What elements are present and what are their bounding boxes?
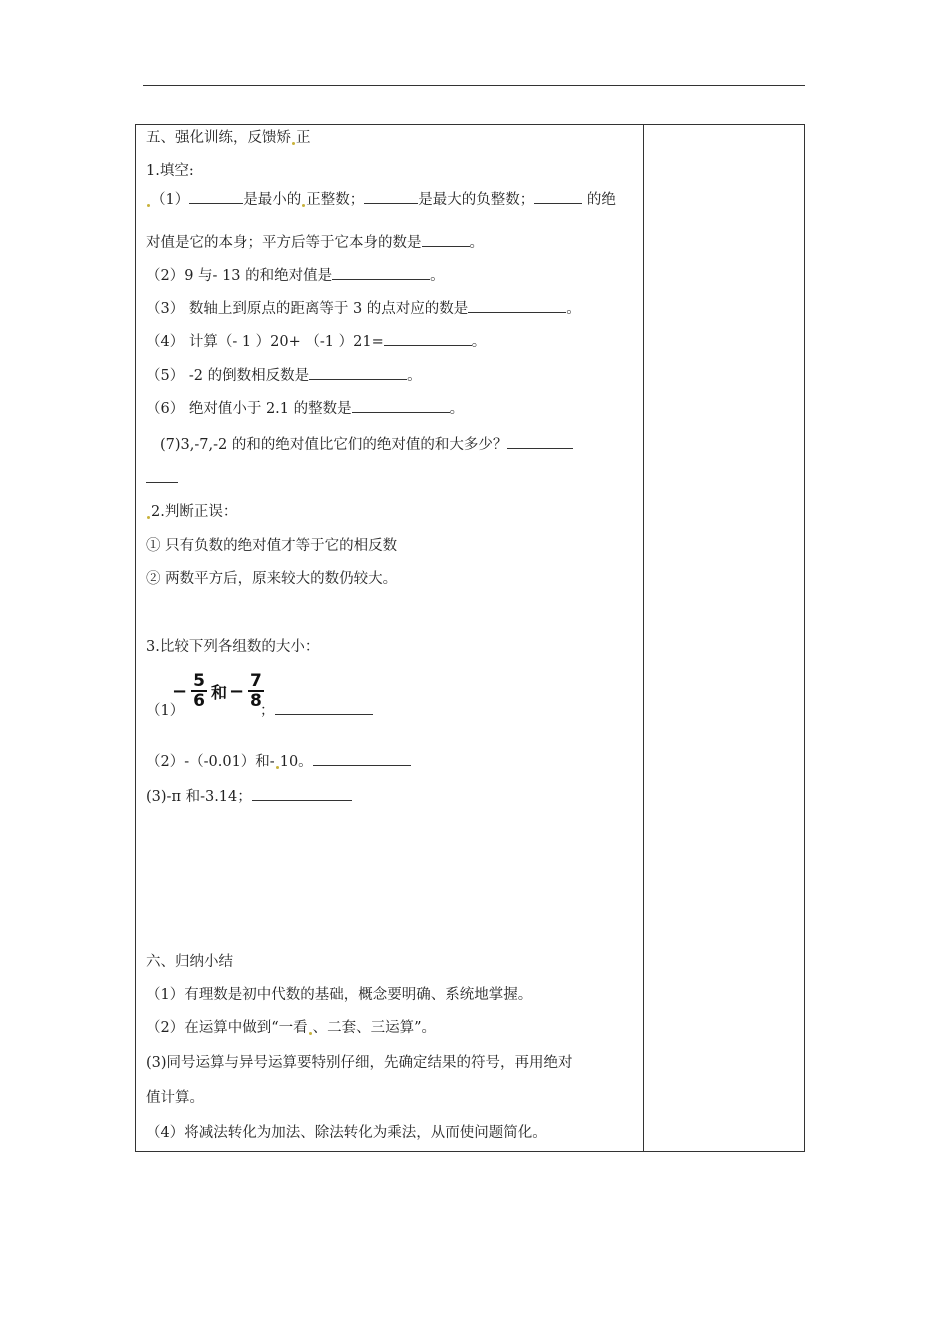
mark-dot (276, 766, 279, 769)
answer-blank[interactable] (507, 436, 573, 449)
header-rule (143, 85, 805, 86)
summary-item-4: （4）将减法转化为加法、除法转化为乘法，从而使问题简化。 (146, 1125, 547, 1141)
q2-title: 2.判断正误： (146, 503, 237, 521)
q1-item-7-cont (146, 470, 178, 488)
q1-item-5: （5） -2 的倒数相反数是 。 (146, 368, 422, 384)
q1-item-2: （2）9 与- 13 的和绝对值是 。 (146, 268, 445, 284)
summary-item-2: （2）在运算中做到“一看 、二套、三运算”。 (146, 1020, 437, 1036)
q3-item-1-expression (172, 668, 266, 714)
table-column-divider (643, 124, 644, 1152)
mark-dot (309, 1032, 312, 1035)
q1-item-7: (7)3,-7,-2 的和的绝对值比它们的绝对值的和大多少？ (160, 436, 573, 454)
q3-title: 3.比较下列各组数的大小： (146, 639, 320, 655)
q3-item-1-label: （1） (146, 703, 185, 719)
fraction-denominator: 8 (250, 691, 262, 711)
q2-item-1: ① 只有负数的绝对值才等于它的相反数 (146, 538, 398, 554)
answer-blank[interactable] (352, 400, 450, 413)
section5-title: 五、强化训练，反馈矫 正 (146, 130, 311, 146)
and-word: 和 (210, 682, 227, 702)
answer-blank[interactable] (189, 191, 243, 204)
fraction-5-6 (191, 672, 207, 710)
answer-blank[interactable] (146, 470, 178, 483)
answer-blank[interactable] (332, 267, 430, 280)
answer-blank[interactable] (252, 788, 352, 801)
section6-title: 六、归纳小结 (146, 954, 233, 970)
answer-blank[interactable] (313, 753, 411, 766)
fraction-numerator: 7 (250, 671, 262, 691)
answer-blank[interactable] (364, 191, 418, 204)
q1-title: 1.填空: (146, 163, 194, 179)
mark-dot (147, 516, 150, 519)
q2-item-2: ② 两数平方后，原来较大的数仍较大。 (146, 571, 398, 587)
minus-sign: − (228, 680, 245, 702)
answer-blank[interactable] (422, 234, 470, 247)
fraction-denominator: 6 (193, 691, 205, 711)
mark-dot (302, 204, 305, 207)
q3-item-1-tail: ； (260, 702, 373, 720)
summary-item-3-line2: 值计算。 (146, 1090, 204, 1106)
q1-item-6: （6） 绝对值小于 2.1 的整数是 。 (146, 401, 465, 417)
mark-dot (147, 204, 150, 207)
q1-item-1-line2: 对值是它的本身；平方后等于它本身的数是 。 (146, 235, 484, 251)
answer-blank[interactable] (309, 367, 407, 380)
answer-blank[interactable] (275, 702, 373, 715)
q1-item-3: （3） 数轴上到原点的距离等于 3 的点对应的数是 。 (146, 301, 581, 317)
summary-item-3-line1: (3)同号运算与异号运算要特别仔细，先确定结果的符号，再用绝对 (146, 1055, 573, 1071)
minus-sign: − (172, 680, 188, 702)
answer-blank[interactable] (468, 300, 566, 313)
q1-item-4: （4） 计算（- 1 ）20+ （-1 ）21= 。 (146, 334, 487, 350)
mark-dot (292, 142, 295, 145)
fraction-numerator: 5 (193, 671, 205, 691)
q3-item-3: (3)-π 和-3.14； (146, 788, 352, 806)
q1-item-1-line1: （1） 是最小的 正整数； 是最大的负整数； 的绝 (146, 191, 616, 209)
answer-blank[interactable] (384, 333, 472, 346)
q3-item-2: （2）-（-0.01）和- 10。 (146, 753, 411, 771)
answer-blank[interactable] (534, 191, 582, 204)
summary-item-1: （1）有理数是初中代数的基础，概念要明确、系统地掌握。 (146, 987, 533, 1003)
